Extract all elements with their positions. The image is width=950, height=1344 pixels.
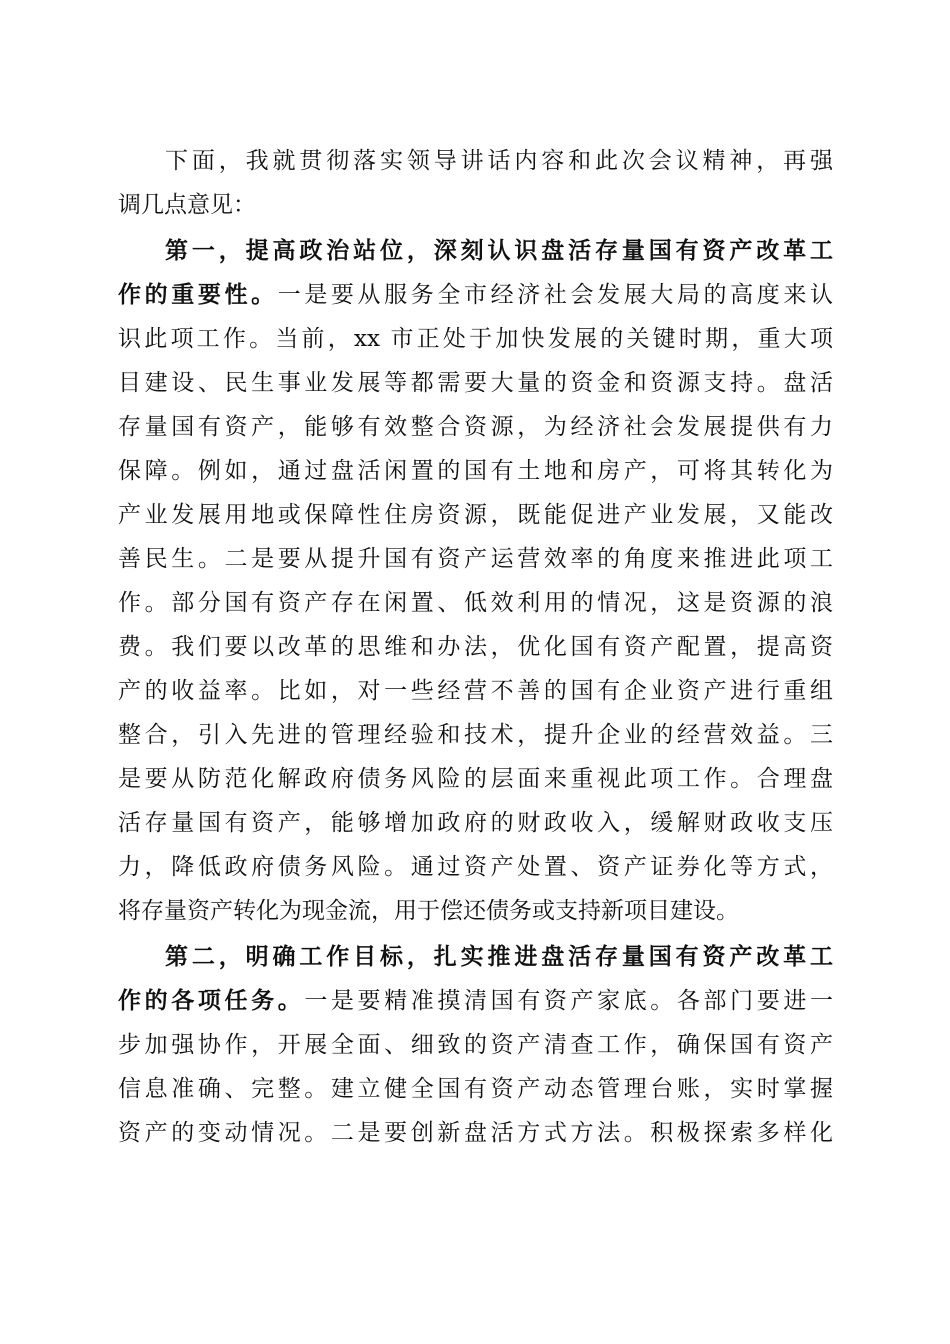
text-line: 目建设、民生事业发展等都需要大量的资金和资源支持。盘活 <box>118 370 833 396</box>
text-line: 力，降低政府债务风险。通过资产处置、资产证券化等方式， <box>118 854 833 880</box>
text-line: 作的各项任务。一是要精准摸清国有资产家底。各部门要进一 <box>118 987 834 1014</box>
text-line: 识此项工作。当前，xx 市正处于加快发展的关键时期，重大项 <box>118 326 833 352</box>
text-line: 产业发展用地或保障性住房资源，既能促进产业发展，又能改 <box>118 502 833 528</box>
text-line: 作。部分国有资产存在闲置、低效利用的情况，这是资源的浪 <box>118 590 833 616</box>
text-line: 信息准确、完整。建立健全国有资产动态管理台账，实时掌握 <box>118 1076 833 1102</box>
text-line: 步加强协作，开展全面、细致的资产清查工作，确保国有资产 <box>118 1032 833 1058</box>
text-line: 保障。例如，通过盘活闲置的国有土地和房产，可将其转化为 <box>118 458 833 484</box>
text-line <box>165 229 833 273</box>
text-line: 调几点意见： <box>118 192 256 218</box>
text-line: 将存量资产转化为现金流，用于偿还债务或支持新项目建设。 <box>118 898 739 924</box>
text-line: 活存量国有资产，能够增加政府的财政收入，缓解财政收支压 <box>118 810 833 836</box>
text-line <box>165 935 833 979</box>
text-line: 资产的变动情况。二是要创新盘活方式方法。积极探索多样化 <box>118 1120 833 1146</box>
text-line: 作的重要性。一是要从服务全市经济社会发展大局的高度来认 <box>118 281 834 308</box>
text-line: 下面，我就贯彻落实领导讲话内容和此次会议精神，再强 <box>165 148 833 174</box>
text-line: 产的收益率。比如，对一些经营不善的国有企业资产进行重组 <box>118 678 833 704</box>
bold-heading: 第一，提高政治站位，深刻认识盘活存量国有资产改革工 <box>165 237 833 264</box>
text-line: 是要从防范化解政府债务风险的层面来重视此项工作。合理盘 <box>118 766 833 792</box>
text-line: 费。我们要以改革的思维和办法，优化国有资产配置，提高资 <box>118 634 833 660</box>
bold-heading: 作的重要性。 <box>118 281 278 308</box>
text-line: 整合，引入先进的管理经验和技术，提升企业的经营效益。三 <box>118 722 833 748</box>
bold-heading: 作的各项任务。 <box>118 987 305 1014</box>
text-line: 存量国有资产，能够有效整合资源，为经济社会发展提供有力 <box>118 414 833 440</box>
bold-heading: 第二，明确工作目标，扎实推进盘活存量国有资产改革工 <box>165 943 833 970</box>
text-line: 善民生。二是要从提升国有资产运营效率的角度来推进此项工 <box>118 546 833 572</box>
